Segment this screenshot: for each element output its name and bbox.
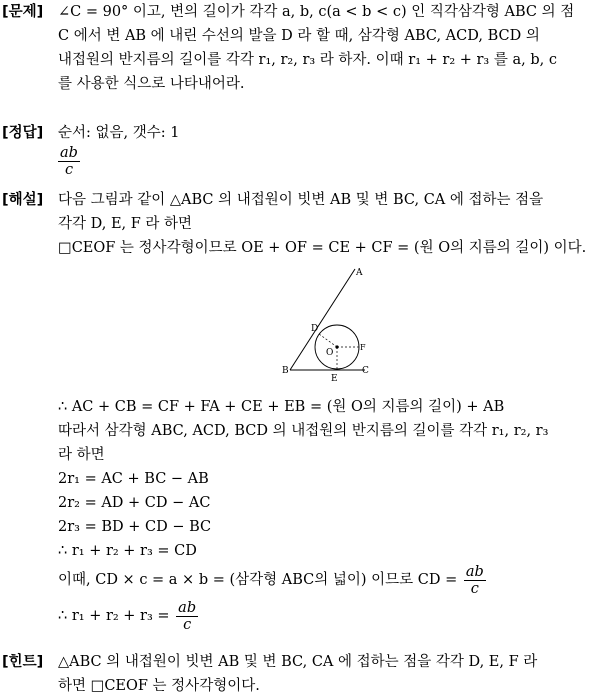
final-text: ∴ r₁ + r₂ + r₃ = — [58, 608, 170, 624]
explanation-line: 라 하면 — [58, 447, 105, 463]
explanation-top — [58, 188, 587, 260]
problem-line: C 에서 변 AB 에 내린 수선의 발을 D 라 할 때, 삼각형 ABC, ACD, BCD 의 — [58, 28, 540, 44]
explanation-line: 2r₁ = AC + BC − AB — [58, 471, 209, 487]
hint-text — [58, 650, 587, 698]
label-d: D — [311, 324, 319, 334]
answer-fraction — [58, 145, 80, 178]
hint-label: [힌트] — [2, 654, 44, 670]
problem-line: 를 사용한 식으로 나타내어라. — [58, 76, 245, 92]
center-point — [335, 345, 338, 348]
answer-label: [정답] — [2, 125, 44, 141]
triangle-incircle-figure — [280, 265, 380, 385]
problem-text — [58, 0, 587, 96]
explanation-line: 따라서 삼각형 ABC, ACD, BCD 의 내접원의 반지름의 길이를 각각 r₁, r₂, r₃ — [58, 423, 549, 439]
explanation-bottom — [58, 395, 587, 635]
explanation-line: 각각 D, E, F 라 하면 — [58, 216, 193, 232]
explanation-line: ∴ AC + CB = CF + FA + CE + EB = (원 O의 지름의 길이) + AB — [58, 399, 505, 415]
label-o: O — [326, 348, 334, 358]
explanation-line: 2r₂ = AD + CD − AC — [58, 495, 211, 511]
explanation-label: [해설] — [2, 192, 44, 208]
fraction-denominator: c — [183, 616, 192, 633]
final-fraction — [176, 600, 198, 633]
area-text: 이때, CD × c = a × b = (삼각형 ABC의 넓이) 이므로 CD = — [58, 572, 458, 588]
label-f: F — [360, 343, 366, 352]
label-b: B — [282, 366, 289, 376]
fraction-numerator: ab — [178, 599, 197, 616]
problem-line: 내접원의 반지름의 길이를 각각 r₁, r₂, r₃ 라 하자. 이때 r₁ + r₂ + r₃ 를 a, b, c — [58, 52, 557, 68]
fraction-numerator: ab — [465, 563, 484, 580]
explanation-final-line — [58, 597, 587, 635]
label-e: E — [331, 374, 338, 384]
fraction-numerator: ab — [58, 145, 80, 162]
fraction-denominator: c — [470, 580, 479, 597]
segment-ba — [290, 269, 355, 370]
explanation-line: ∴ r₁ + r₂ + r₃ = CD — [58, 543, 197, 559]
area-fraction — [464, 564, 486, 597]
explanation-line: 2r₃ = BD + CD − BC — [58, 519, 212, 535]
explanation-line: 다음 그림과 같이 △ABC 의 내접원이 빗변 AB 및 변 BC, CA 에 접하는 점을 — [58, 192, 544, 208]
radius-od — [319, 334, 337, 347]
explanation-line: □CEOF 는 정사각형이므로 OE + OF = CE + CF = (원 O의 지름의 길이) 이다. — [58, 240, 587, 256]
problem-line: ∠C = 90° 이고, 변의 길이가 각각 a, b, c(a < b < c) 인 직각삼각형 ABC 의 점 — [58, 4, 575, 20]
answer-text — [58, 121, 587, 178]
hint-line: 하면 □CEOF 는 정사각형이다. — [58, 678, 260, 694]
explanation-area-line — [58, 563, 587, 597]
problem-label: [문제] — [2, 4, 44, 20]
fraction-denominator: c — [64, 162, 74, 178]
hint-line: △ABC 의 내접원이 빗변 AB 및 변 BC, CA 에 접하는 점을 각각 D, E, F 라 — [58, 654, 538, 670]
label-a: A — [356, 268, 363, 278]
label-c: C — [362, 366, 369, 376]
answer-line: 순서: 없음, 갯수: 1 — [58, 125, 180, 141]
